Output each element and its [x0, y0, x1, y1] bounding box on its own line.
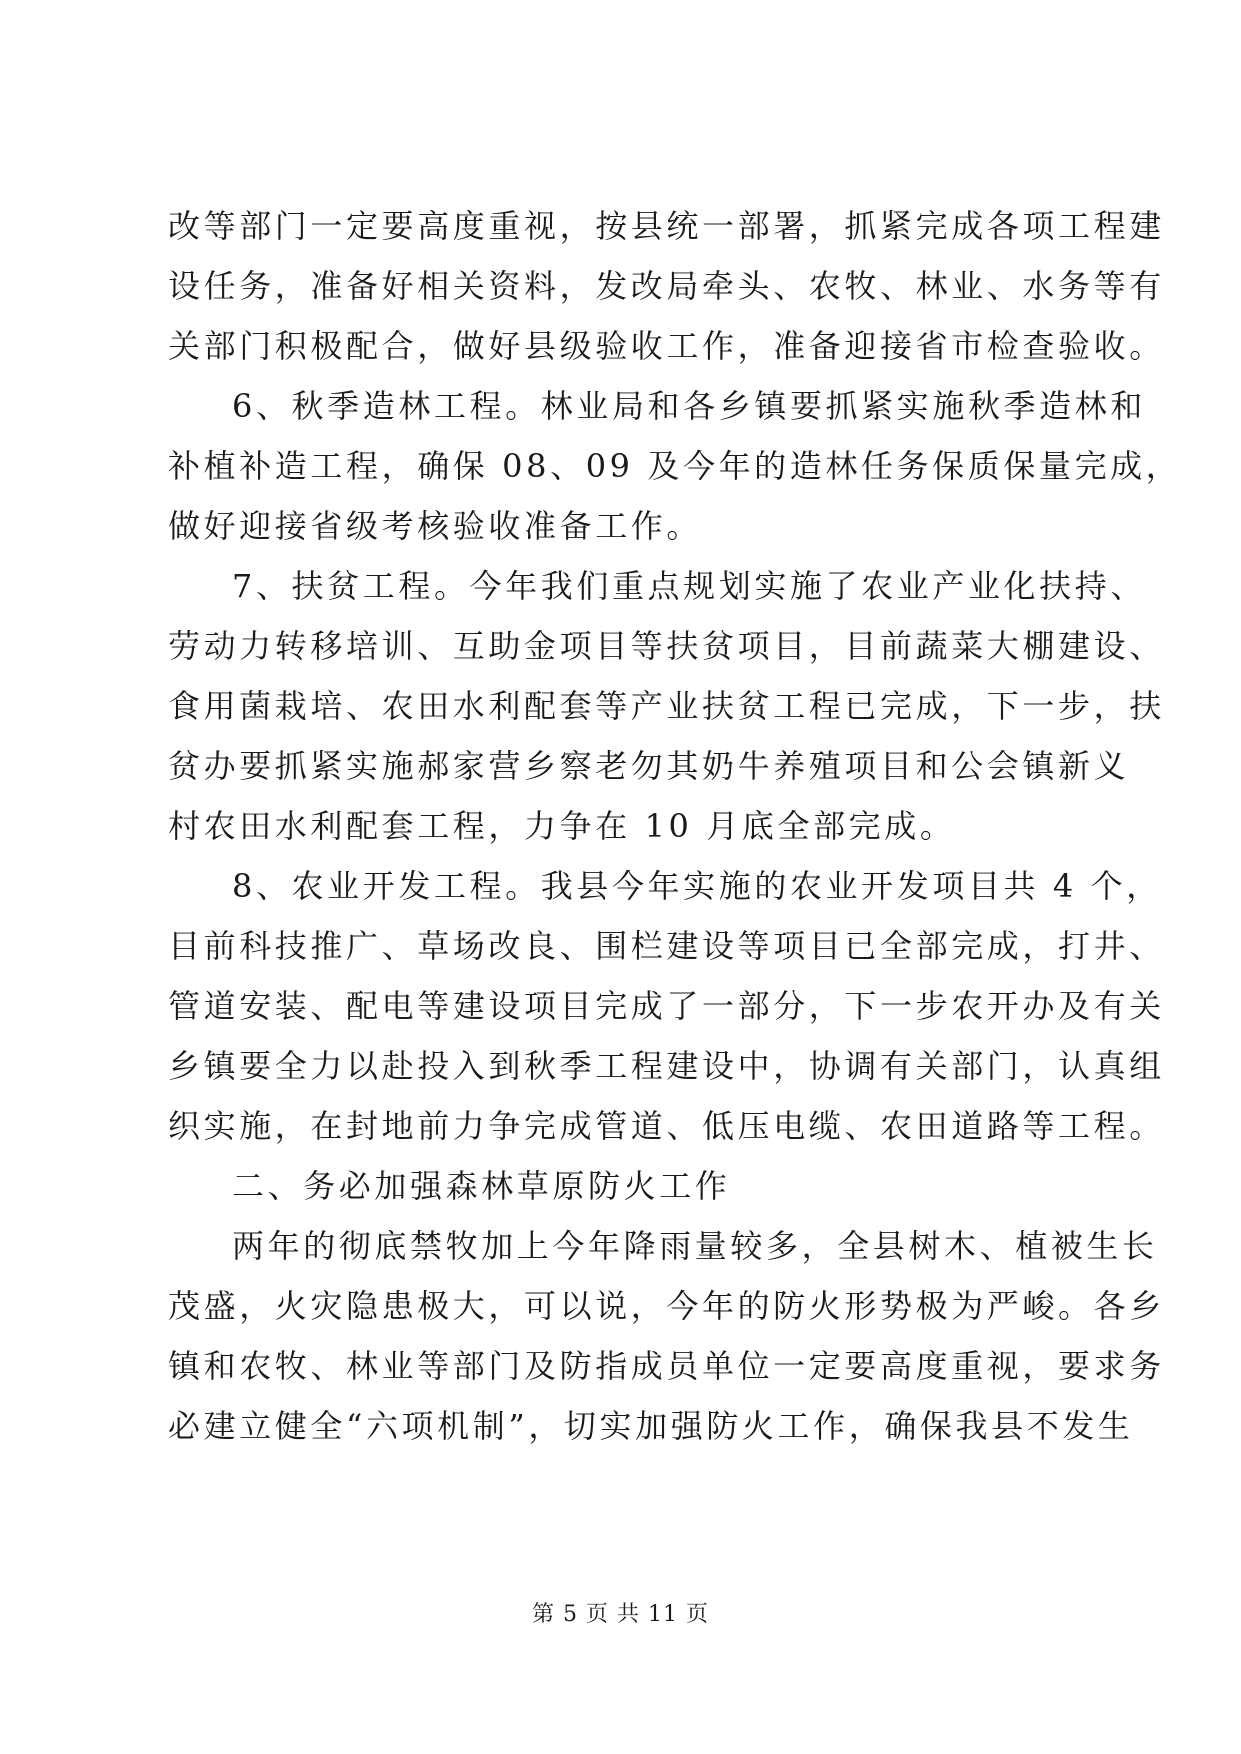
text-line: 设任务，准备好相关资料，发改局牵头、农牧、林业、水务等有	[168, 267, 1165, 305]
text-line: 织实施，在封地前力争完成管道、低压电缆、农田道路等工程。	[168, 1107, 1165, 1145]
text-line: 乡镇要全力以赴投入到秋季工程建设中，协调有关部门，认真组	[168, 1047, 1165, 1085]
text-line: 做好迎接省级考核验收准备工作。	[168, 507, 703, 545]
text-line: 必建立健全“六项机制”，切实加强防火工作，确保我县不发生	[168, 1407, 1134, 1445]
text-line: 改等部门一定要高度重视，按县统一部署，抓紧完成各项工程建	[168, 207, 1165, 245]
text-line: 补植补造工程，确保 08、09 及今年的造林任务保质保量完成，	[168, 447, 1182, 485]
paragraph-8-start: 8、农业开发工程。我县今年实施的农业开发项目共 4 个，	[232, 867, 1162, 905]
text-line: 茂盛，火灾隐患极大，可以说，今年的防火形势极为严峻。各乡	[168, 1287, 1165, 1325]
page-number-footer: 第 5 页 共 11 页	[532, 1602, 709, 1627]
text-line: 目前科技推广、草场改良、围栏建设等项目已全部完成，打井、	[168, 927, 1165, 965]
section-heading: 二、务必加强森林草原防火工作	[232, 1167, 731, 1205]
text-line: 食用菌栽培、农田水利配套等产业扶贫工程已完成，下一步，扶	[168, 687, 1165, 725]
text-line: 镇和农牧、林业等部门及防指成员单位一定要高度重视，要求务	[168, 1347, 1165, 1385]
paragraph-start: 两年的彻底禁牧加上今年降雨量较多，全县树木、植被生长	[232, 1227, 1158, 1265]
text-line: 管道安装、配电等建设项目完成了一部分，下一步农开办及有关	[168, 987, 1165, 1025]
paragraph-6-start: 6、秋季造林工程。林业局和各乡镇要抓紧实施秋季造林和	[232, 387, 1146, 425]
text-line: 关部门积极配合，做好县级验收工作，准备迎接省市检查验收。	[168, 327, 1165, 365]
text-line: 村农田水利配套工程，力争在 10 月底全部完成。	[168, 807, 956, 845]
text-line: 劳动力转移培训、互助金项目等扶贫项目，目前蔬菜大棚建设、	[168, 627, 1165, 665]
paragraph-7-start: 7、扶贫工程。今年我们重点规划实施了农业产业化扶持、	[232, 567, 1146, 605]
text-line: 贫办要抓紧实施郝家营乡察老勿其奶牛养殖项目和公会镇新义	[168, 747, 1130, 785]
